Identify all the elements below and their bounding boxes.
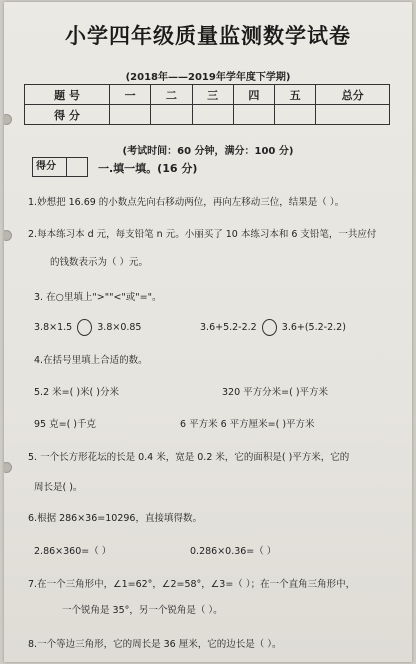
exam-info: (考试时间：60 分钟，满分：100 分) xyxy=(122,146,294,157)
question-4a: 5.2 米=( )米( )分米 xyxy=(34,387,119,398)
score-table-header: 四 xyxy=(233,85,274,105)
question-2: 2.每本练习本 d 元，每支铅笔 n 元。小丽买了 10 本练习本和 6 支铅笔，一共应付 xyxy=(28,229,377,240)
question-3a xyxy=(34,319,141,336)
question-5: 5. 一个长方形花坛的长是 0.4 米，宽是 0.2 米，它的面积是( )平方米，它的 xyxy=(28,452,350,463)
score-table-header: 五 xyxy=(275,85,316,105)
question-4b: 320 平方分米=( )平方米 xyxy=(222,387,329,398)
score-table-header-row xyxy=(25,85,390,105)
score-table-score-row xyxy=(25,105,390,125)
question-6: 6.根据 286×36=10296，直接填得数。 xyxy=(28,513,202,524)
score-cell[interactable] xyxy=(110,105,151,125)
question-7: 7.在一个三角形中，∠1=62°，∠2=58°，∠3=（ ）；在一个直角三角形中， xyxy=(28,579,356,590)
question-6b: 0.286×0.36=（ ） xyxy=(190,546,277,557)
school-year: (2018年——2019年学年度下学期) xyxy=(125,72,291,83)
q3b-right: 3.6+(5.2-2.2) xyxy=(281,322,346,333)
score-cell[interactable] xyxy=(275,105,316,125)
section-title: 一.填一填。(16 分) xyxy=(98,162,198,175)
score-table-header: 题 号 xyxy=(25,85,110,105)
score-table xyxy=(24,84,390,125)
question-4: 4.在括号里填上合适的数。 xyxy=(34,355,148,366)
binding-hole xyxy=(4,230,12,241)
binding-hole xyxy=(4,114,12,125)
score-cell[interactable] xyxy=(233,105,274,125)
score-table-header: 二 xyxy=(151,85,192,105)
q3a-left: 3.8×1.5 xyxy=(34,322,73,333)
score-table-header: 一 xyxy=(110,85,151,105)
q3a-right: 3.8×0.85 xyxy=(97,322,142,333)
q3b-left: 3.6+5.2-2.2 xyxy=(200,322,257,333)
question-6a: 2.86×360=（ ） xyxy=(34,546,112,557)
score-table-header: 三 xyxy=(192,85,233,105)
score-table-header: 总分 xyxy=(316,85,390,105)
compare-circle[interactable] xyxy=(262,319,277,336)
question-4c: 95 克=( )千克 xyxy=(34,419,97,430)
exam-title: 小学四年级质量监测数学试卷 xyxy=(65,24,351,48)
question-7-line-2: 一个锐角是 35°，另一个锐角是（ ）。 xyxy=(62,605,223,616)
question-3b xyxy=(200,319,346,336)
score-cell[interactable] xyxy=(151,105,192,125)
question-2-line-2: 的钱数表示为（ ）元。 xyxy=(50,257,149,268)
question-1: 1.妙想把 16.69 的小数点先向右移动两位，再向左移动三位，结果是（ ）。 xyxy=(28,197,345,208)
compare-circle[interactable] xyxy=(77,319,92,336)
exam-paper xyxy=(4,2,412,662)
question-4d: 6 平方米 6 平方厘米=( )平方米 xyxy=(180,419,315,430)
binding-hole xyxy=(4,462,12,473)
score-row-label: 得 分 xyxy=(25,105,110,125)
score-cell[interactable] xyxy=(192,105,233,125)
question-3: 3. 在○里填上">""<"或"="。 xyxy=(34,292,162,303)
score-cell[interactable] xyxy=(316,105,390,125)
question-5-line-2: 周长是( )。 xyxy=(34,482,83,493)
section-score-label: 得分 xyxy=(33,158,67,176)
section-score-box xyxy=(32,157,88,177)
question-8: 8.一个等边三角形，它的周长是 36 厘米，它的边长是（ ）。 xyxy=(28,639,282,650)
